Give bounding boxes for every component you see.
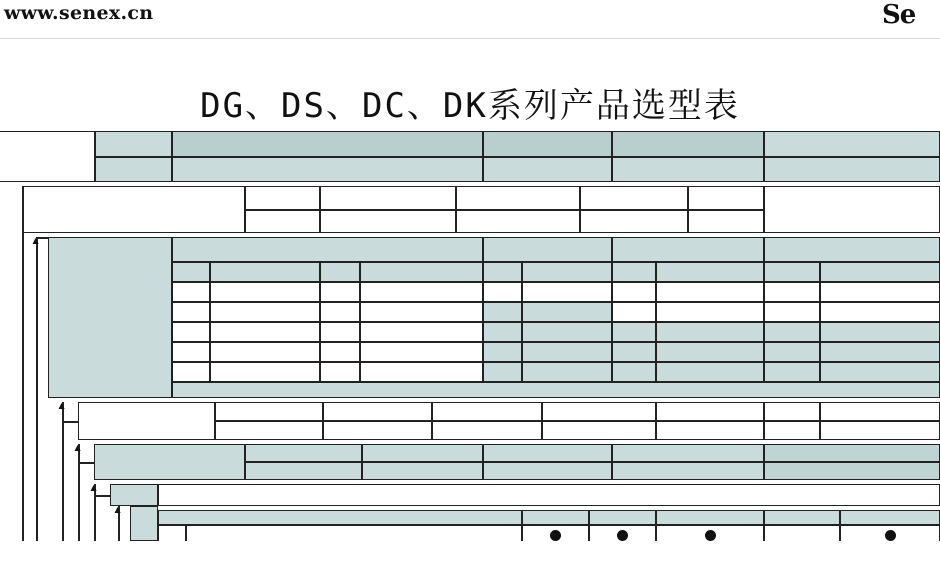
series-code: [612, 131, 764, 157]
page-bottom-edge: [0, 541, 940, 579]
product-type-name: [820, 322, 940, 342]
range-note: [158, 484, 940, 506]
product-type-name: [210, 322, 320, 342]
product-type-name: [656, 282, 764, 302]
arrow-up-icon: ▲: [74, 443, 81, 452]
pressure-code-label: [245, 444, 362, 462]
product-type-name: [820, 342, 940, 362]
product-type-col-header: [483, 262, 522, 282]
product-type-name: [210, 282, 320, 302]
product-code: [320, 322, 360, 342]
output-signal: [688, 210, 764, 233]
product-type-name: [656, 342, 764, 362]
filled-dot-icon: [617, 530, 628, 541]
product-code: [764, 362, 820, 382]
product-type-header: [172, 237, 483, 262]
product-code: [483, 282, 522, 302]
bracket-line-range: [94, 484, 96, 541]
arrow-up-icon: ▲: [58, 401, 65, 410]
product-code: [483, 322, 522, 342]
range-label: [110, 484, 158, 506]
product-type-name: [820, 302, 940, 322]
output-code: [456, 186, 580, 210]
bracket-line-accuracy: [62, 402, 64, 541]
series-code: [172, 131, 483, 157]
series-name-label: [95, 157, 172, 182]
option-column-header: [589, 510, 656, 525]
accuracy-grade: [432, 421, 542, 440]
arrow-up-icon: ▲: [114, 505, 121, 514]
arrow-up-icon: ▲: [90, 483, 97, 492]
product-type-header: [483, 237, 612, 262]
product-type-name: [522, 282, 612, 302]
product-type-col-header: [656, 262, 764, 282]
product-type-name: [522, 342, 612, 362]
product-code: [172, 302, 210, 322]
options-side-block: [130, 506, 158, 541]
accuracy-code: [656, 402, 764, 421]
series-name: [172, 157, 483, 182]
product-code: [764, 282, 820, 302]
product-code: [320, 342, 360, 362]
product-type-col-header: [764, 262, 820, 282]
accuracy-code-label: [215, 402, 323, 421]
product-type-name: [360, 362, 483, 382]
product-code: [172, 342, 210, 362]
product-type-name: [360, 322, 483, 342]
bracket-line-pressure: [78, 444, 80, 541]
bracket-line: [62, 421, 78, 423]
product-type-name: [656, 302, 764, 322]
product-type-name: [360, 282, 483, 302]
pressure-type-label: [94, 444, 245, 480]
product-code: [320, 302, 360, 322]
product-type-col-header: [820, 262, 940, 282]
bracket-line-product: [36, 237, 38, 541]
product-type-spacer: [172, 382, 940, 398]
arrow-up-icon: ▲: [32, 236, 39, 245]
product-type-header: [764, 237, 940, 262]
series-name: [612, 157, 764, 182]
product-type-name: [522, 302, 612, 322]
accuracy-dk-code: [764, 402, 820, 421]
site-url[interactable]: www.senex.cn: [4, 2, 154, 24]
product-code: [612, 342, 656, 362]
accuracy-grade: [323, 421, 432, 440]
product-type-col-header: [172, 262, 210, 282]
product-type-name: [210, 302, 320, 322]
output-code: [580, 186, 688, 210]
accuracy-grade: [656, 421, 764, 440]
series-code: [764, 131, 940, 157]
product-code: [764, 342, 820, 362]
product-type-name: [656, 362, 764, 382]
pressure-type-type-label: [245, 462, 362, 480]
product-code: [612, 282, 656, 302]
option-column-header: [764, 510, 840, 525]
series-name: [483, 157, 612, 182]
product-type-col-header: [360, 262, 483, 282]
accuracy-grade: [542, 421, 656, 440]
accuracy-grade-label: [215, 421, 323, 440]
product-code: [172, 322, 210, 342]
product-type-name: [820, 362, 940, 382]
pressure-code: [612, 444, 764, 462]
product-code: [483, 342, 522, 362]
product-code: [612, 302, 656, 322]
product-type-col-header: [210, 262, 320, 282]
filled-dot-icon: [550, 530, 561, 541]
product-type-name: [820, 282, 940, 302]
product-type-name: [360, 342, 483, 362]
option-column-header: [656, 510, 764, 525]
pressure-dk-type: [764, 462, 940, 480]
series-label: [0, 131, 95, 182]
bracket-line-output: [22, 186, 24, 541]
series-code-label: [95, 131, 172, 157]
product-code: [172, 282, 210, 302]
product-code: [483, 302, 522, 322]
output-code: [688, 186, 764, 210]
pressure-type: [362, 462, 483, 480]
bracket-line: [78, 462, 94, 464]
pressure-type: [612, 462, 764, 480]
pressure-code: [483, 444, 612, 462]
product-type-name: [656, 322, 764, 342]
output-signal: [320, 210, 456, 233]
option-column-header: [522, 510, 589, 525]
page-title: DG、DS、DC、DK系列产品选型表: [200, 86, 740, 126]
pressure-code: [362, 444, 483, 462]
series-code: [483, 131, 612, 157]
product-code: [764, 322, 820, 342]
accuracy-dk-grade: [764, 421, 820, 440]
output-code: [320, 186, 456, 210]
options-title: [158, 510, 522, 525]
product-type-name: [360, 302, 483, 322]
filled-dot-icon: [885, 530, 896, 541]
accuracy-label: [78, 402, 215, 440]
output-signal-label: [245, 210, 320, 233]
accuracy-code: [432, 402, 542, 421]
output-label: [22, 186, 245, 233]
accuracy-code: [323, 402, 432, 421]
pressure-dk-code: [764, 444, 940, 462]
product-type-name: [522, 322, 612, 342]
product-code: [320, 282, 360, 302]
product-code: [764, 302, 820, 322]
product-type-col-header: [612, 262, 656, 282]
product-type-name: [522, 362, 612, 382]
pressure-type: [483, 462, 612, 480]
series-name: [764, 157, 940, 182]
product-code: [172, 362, 210, 382]
output-signal: [580, 210, 688, 233]
output-signal: [456, 210, 580, 233]
logo-text: Se: [882, 0, 916, 28]
output-code-label: [245, 186, 320, 210]
product-code: [612, 362, 656, 382]
product-code: [612, 322, 656, 342]
product-type-label: [48, 237, 172, 398]
product-type-col-header: [320, 262, 360, 282]
product-type-name: [210, 362, 320, 382]
bracket-line: [94, 495, 110, 497]
accuracy-dk-code: [820, 402, 940, 421]
option-column-header: [840, 510, 940, 525]
accuracy-dk-grade: [820, 421, 940, 440]
accuracy-code: [542, 402, 656, 421]
product-code: [483, 362, 522, 382]
product-type-header: [612, 237, 764, 262]
output-dk-value: [764, 186, 940, 233]
product-type-col-header: [522, 262, 612, 282]
filled-dot-icon: [705, 530, 716, 541]
product-code: [320, 362, 360, 382]
product-type-name: [210, 342, 320, 362]
